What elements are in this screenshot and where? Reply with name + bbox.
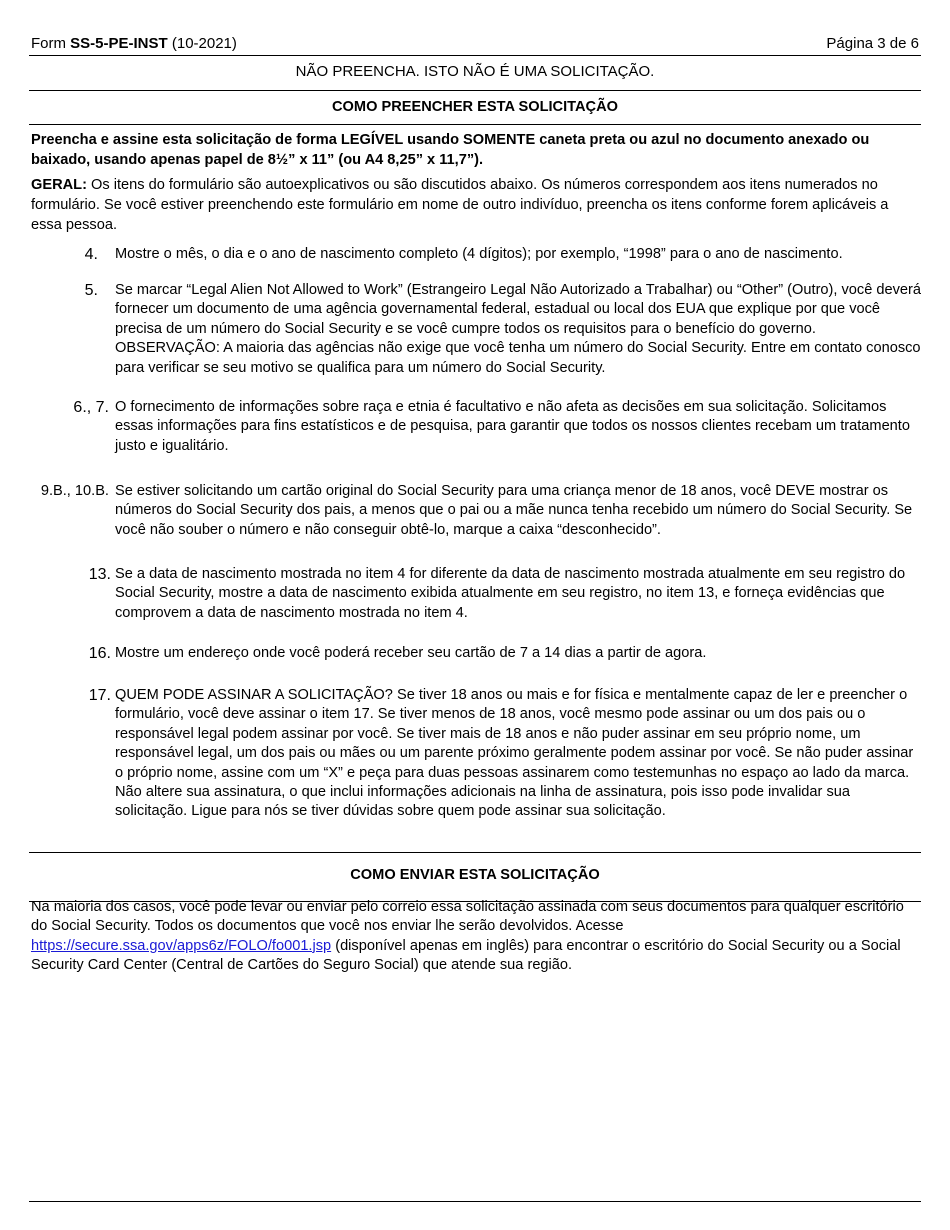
divider bbox=[29, 124, 921, 125]
item-number: 4. bbox=[84, 246, 98, 263]
section-title-how-to-complete: COMO PREENCHER ESTA SOLICITAÇÃO bbox=[332, 99, 618, 115]
not-an-application-notice: NÃO PREENCHA. ISTO NÃO É UMA SOLICITAÇÃO. bbox=[295, 63, 655, 80]
item-number: 5. bbox=[84, 282, 98, 299]
intro-instructions: Preencha e assine esta solicitação de forma LEGÍVEL usando SOMENTE caneta preta ou azul no documento anexado ou baixado, usando apenas papel de 8½” x 11” (ou A4 8,25” x 11,7”). bbox=[31, 132, 870, 168]
how-to-send-paragraph: Na maioria dos casos, você pode levar ou enviar pelo correio essa solicitação assinada com seus documentos para qualquer escritório do Social Security. Todos os documentos que você nos enviar lhe serão devolvidos. Acesse https://secure.ssa.gov/apps6z/FOLO/fo001.jsp (disponível apenas em inglês) para encontrar o escritório do Social Security ou a Social Security Card Center (Central de Cartões do Seguro Social) que atende sua região. bbox=[31, 899, 904, 974]
item-number: 6., 7. bbox=[73, 399, 109, 416]
section-title-how-to-send: COMO ENVIAR ESTA SOLICITAÇÃO bbox=[350, 867, 600, 883]
page-header bbox=[29, 35, 921, 55]
divider bbox=[29, 852, 921, 853]
general-label: GERAL: bbox=[31, 177, 87, 193]
item-number: 9.B., 10.B. bbox=[40, 483, 109, 499]
item-number: 17. bbox=[88, 687, 111, 704]
header-divider bbox=[29, 55, 921, 56]
divider bbox=[29, 90, 921, 91]
item-text: Mostre o mês, o dia e o ano de nascimento completo (4 dígitos); por exemplo, “1998” para o ano de nascimento. bbox=[115, 246, 843, 262]
item-number: 13. bbox=[88, 566, 111, 583]
form-code: SS-5-PE-INST bbox=[70, 35, 168, 52]
item-text: Se marcar “Legal Alien Not Allowed to Work” (Estrangeiro Legal Não Autorizado a Trabalhar) ou “Other” (Outro), você deverá fornecer um documento de uma agência governamental federal, estadual ou local dos EUA que explique por que você precisa de um número do Social Security e se você cumpre todos os requisitos para o benefício do governo. OBSERVAÇÃO: A maioria das agências não exige que você tenha um número do Social Security. Entre em contato conosco para verificar se seu motivo se qualifica para um número do Social Security. bbox=[115, 282, 922, 376]
item-text: O fornecimento de informações sobre raça e etnia é facultativo e não afeta as decisões em sua solicitação. Solicitamos essas informações para fins estatísticos e de pesquisa, para garantir que todos os nossos clientes recebam um tratamento justo e igualitário. bbox=[115, 399, 910, 454]
general-instructions bbox=[31, 175, 917, 235]
footer-divider bbox=[29, 1201, 921, 1202]
page-number: Página 3 de 6 bbox=[826, 35, 919, 52]
item-text: Se estiver solicitando um cartão original do Social Security para uma criança menor de 18 anos, você DEVE mostrar os números do Social Security dos pais, a menos que o pai ou a mãe nunca tenha recebido um número do Social Security. Se você não souber o número e não conseguir obtê-lo, marque a caixa “desconhecido”. bbox=[115, 483, 913, 538]
form-date: (10-2021) bbox=[167, 35, 237, 52]
general-text: Os itens do formulário são autoexplicativos ou são discutidos abaixo. Os números correspondem aos itens numerados no formulário. Se você estiver preenchendo este formulário em nome de outro indivíduo, preencha os itens conforme forem aplicáveis a essa pessoa. bbox=[31, 177, 889, 233]
item-text: QUEM PODE ASSINAR A SOLICITAÇÃO? Se tiver 18 anos ou mais e for física e mentalmente capaz de ler e preencher o formulário, você deve assinar o item 17. Se tiver menos de 18 anos, você mesmo pode assinar ou um dos pais ou o responsável legal podem assinar por você. Se tiver mais de 18 anos e não puder assinar em seu próprio nome, um responsável legal, um dos pais ou mães ou um parente próximo geralmente podem assinar por você. Se não puder assinar o próprio nome, assine com um “X” e peça para duas pessoas assinarem como testemunhas no espaço ao lado da marca. Não altere sua assinatura, o que inclui informações adicionais na linha de assinatura, pois isso pode invalidar sua solicitação. Ligue para nós se tiver dúvidas sobre quem pode assinar sua solicitação. bbox=[115, 687, 914, 820]
item-text: Se a data de nascimento mostrada no item 4 for diferente da data de nascimento mostrada atualmente em seu registro do Social Security, mostre a data de nascimento exibida atualmente em seu registro, no item 13, e forneça evidências que comprovem a data de nascimento mostrada no item 4. bbox=[115, 566, 906, 621]
item-text: Mostre um endereço onde você poderá receber seu cartão de 7 a 14 dias a partir de agora. bbox=[115, 645, 707, 661]
office-locator-link[interactable]: https://secure.ssa.gov/apps6z/FOLO/fo001.jsp bbox=[31, 937, 332, 954]
form-id: Form SS-5-PE-INST (10-2021) bbox=[31, 35, 237, 52]
item-number: 16. bbox=[88, 645, 111, 662]
